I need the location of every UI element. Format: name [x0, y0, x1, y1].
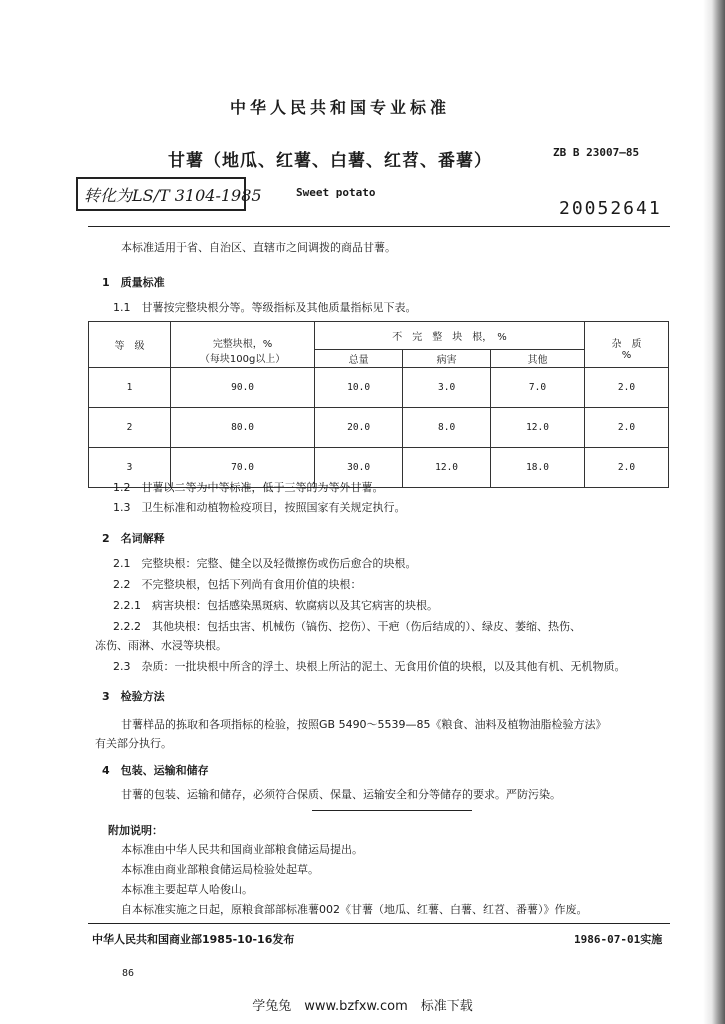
- effective-date: 1986-07-01实施: [574, 933, 663, 946]
- table-row: [89, 368, 669, 408]
- cell-complete: 90.0: [171, 368, 315, 408]
- header-impurity-unit: %: [584, 350, 668, 368]
- cell-complete: 80.0: [171, 408, 315, 448]
- cell-disease: 12.0: [403, 448, 491, 488]
- section-3-heading: 3 检验方法: [102, 690, 165, 703]
- section-4-text: 甘薯的包装、运输和储存，必须符合保质、保量、运输安全和分等储存的要求。严防污染。: [121, 788, 561, 801]
- note-line: 本标准由商业部粮食储运局检验处起草。: [121, 863, 319, 876]
- section-4-heading: 4 包装、运输和储存: [102, 764, 209, 777]
- conversion-stamp: 转化为LS/T 3104-1985: [76, 177, 246, 211]
- scope-text: 本标准适用于省、自治区、直辖市之间调拨的商品甘薯。: [121, 241, 396, 254]
- registration-number: 20052641: [559, 198, 662, 219]
- cell-complete: 70.0: [171, 448, 315, 488]
- cell-other: 18.0: [491, 448, 585, 488]
- cell-total: 20.0: [315, 408, 403, 448]
- header-complete-note: （每块100g以上）: [171, 350, 315, 368]
- clause-1-1: 1.1 甘薯按完整块根分等。等级指标及其他质量指标见下表。: [113, 301, 417, 314]
- document-title: 甘薯（地瓜、红薯、白薯、红苕、番薯）: [168, 151, 492, 171]
- cell-total: 10.0: [315, 368, 403, 408]
- section-2-heading: 2 名词解释: [102, 532, 165, 545]
- cell-impurity: 2.0: [584, 448, 668, 488]
- cell-total: 30.0: [315, 448, 403, 488]
- header-total: 总量: [315, 350, 403, 368]
- notes-divider: [312, 810, 472, 811]
- cell-grade: 1: [89, 368, 171, 408]
- site-watermark: 学兔兔 www.bzfxw.com 标准下载: [252, 999, 473, 1014]
- english-title: Sweet potato: [296, 186, 376, 199]
- header-other: 其他: [491, 350, 585, 368]
- quality-table: [88, 321, 669, 488]
- notes-heading: 附加说明：: [108, 824, 163, 837]
- note-line: 自本标准实施之日起，原粮食部部标准薯002《甘薯（地瓜、红薯、白薯、红苕、番薯）》作废。: [121, 903, 588, 916]
- standard-category: 中华人民共和国专业标准: [229, 98, 450, 117]
- scan-edge-shadow: [703, 0, 725, 1024]
- header-complete: 完整块根，%: [171, 322, 315, 350]
- top-divider: [88, 226, 670, 227]
- note-line: 本标准由中华人民共和国商业部粮食储运局提出。: [121, 843, 363, 856]
- clause-2-2-2-cont: 冻伤、雨淋、水浸等块根。: [95, 639, 227, 652]
- cell-other: 7.0: [491, 368, 585, 408]
- section-3-text-cont: 有关部分执行。: [95, 737, 172, 750]
- cell-grade: 3: [89, 448, 171, 488]
- header-impurity: 杂 质: [584, 322, 668, 350]
- standard-code: ZB B 23007—85: [553, 146, 640, 159]
- note-line: 本标准主要起草人哈俊山。: [121, 883, 253, 896]
- header-incomplete: 不 完 整 块 根， %: [315, 322, 585, 350]
- table-row: [89, 408, 669, 448]
- cell-impurity: 2.0: [584, 408, 668, 448]
- section-1-heading: 1 质量标准: [102, 276, 165, 289]
- clause-2-1: 2.1 完整块根：完整、健全以及轻微擦伤或伤后愈合的块根。: [113, 557, 417, 570]
- header-grade: 等 级: [89, 322, 171, 368]
- section-3-text: 甘薯样品的拣取和各项指标的检验，按照GB 5490～5539—85《粮食、油料及植物油脂检验方法》: [121, 718, 607, 731]
- header-disease: 病害: [403, 350, 491, 368]
- bottom-divider: [88, 923, 670, 924]
- clause-2-2: 2.2 不完整块根，包括下列尚有食用价值的块根：: [113, 578, 362, 591]
- clause-1-2: 1.2 甘薯以二等为中等标准，低于三等的为等外甘薯。: [113, 481, 384, 494]
- clause-1-3: 1.3 卫生标准和动植物检疫项目，按照国家有关规定执行。: [113, 501, 406, 514]
- issue-date: 中华人民共和国商业部1985-10-16发布: [92, 933, 295, 946]
- clause-2-3: 2.3 杂质：一批块根中所含的浮土、块根上所沾的泥土、无食用价值的块根，以及其他有机、无机物质。: [113, 660, 626, 673]
- page-number: 86: [122, 968, 135, 979]
- cell-other: 12.0: [491, 408, 585, 448]
- clause-2-2-2: 2.2.2 其他块根：包括虫害、机械伤（镐伤、挖伤）、干疤（伤后结成的）、绿皮、萎缩、热伤、: [113, 620, 581, 633]
- cell-impurity: 2.0: [584, 368, 668, 408]
- cell-disease: 8.0: [403, 408, 491, 448]
- cell-grade: 2: [89, 408, 171, 448]
- clause-2-2-1: 2.2.1 病害块根：包括感染黑斑病、软腐病以及其它病害的块根。: [113, 599, 438, 612]
- cell-disease: 3.0: [403, 368, 491, 408]
